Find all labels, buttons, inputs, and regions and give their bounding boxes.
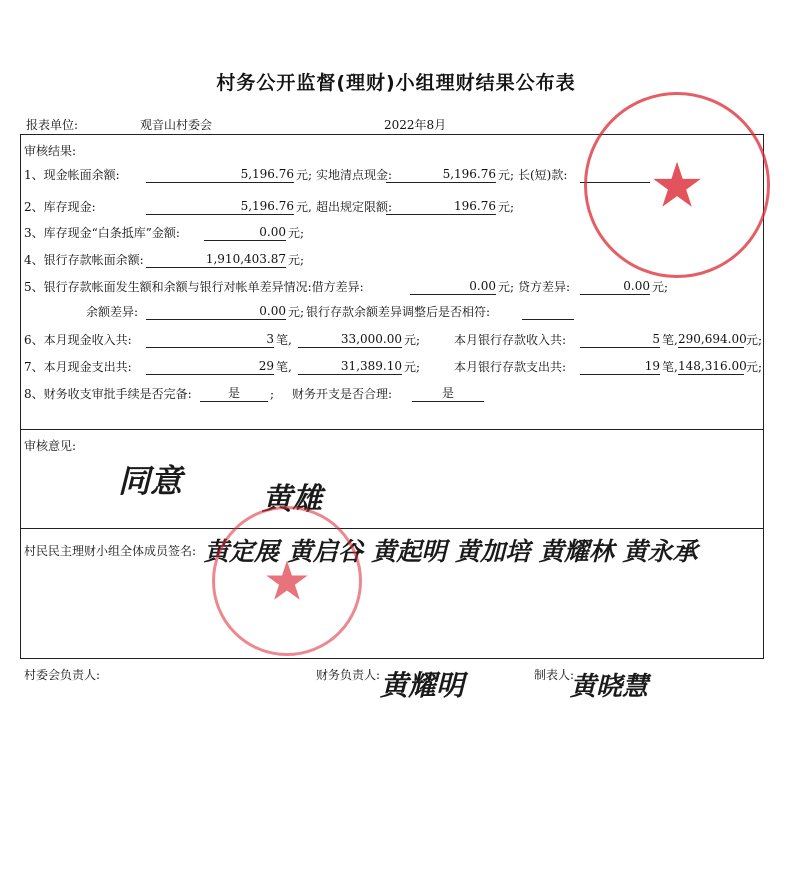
expense-reasonable: 是: [412, 386, 484, 402]
reconciled-answer: [522, 304, 574, 320]
official-seal-stamp-2: [212, 506, 362, 656]
over-limit-amount: 196.76: [386, 199, 496, 215]
opinion-signature: 同意: [118, 462, 183, 500]
debit-difference: 0.00: [410, 279, 496, 295]
village-head-label: 村委会负责人:: [24, 668, 101, 682]
audit-line-6: 6、本月现金收入共: 3 笔, 33,000.00 元; 本月银行存款收入共: 5 笔, 290,694.00 元;: [24, 332, 763, 347]
opinion-label: 审核意见:: [24, 439, 77, 453]
audit-line-2: 2、库存现金: 5,196.76 元, 超出规定限额: 196.76 元;: [24, 199, 515, 214]
unit-value: 观音山村委会: [140, 118, 213, 132]
cash-count: 5,196.76: [386, 167, 496, 183]
audit-line-4: 4、银行存款帐面余额: 1,910,403.87 元;: [24, 252, 305, 267]
auditor-signature: 黄雄: [262, 482, 322, 517]
cash-book-balance: 5,196.76: [146, 167, 294, 183]
audit-line-3: 3、库存现金“白条抵库”金额: 0.00 元;: [24, 225, 305, 240]
bank-expense-amount: 148,316.00: [678, 359, 747, 373]
bank-income-count: 5: [580, 332, 660, 348]
finance-head-signature: 黄耀明: [380, 669, 465, 702]
balance-difference: 0.00: [146, 304, 286, 320]
audit-line-1: 1、现金帐面余额: 5,196.76 元; 实地清点现金: 5,196.76 元; 长(短)款:: [24, 167, 764, 183]
bank-expense-count: 19: [580, 359, 660, 375]
page-title: 村务公开监督(理财)小组理财结果公布表: [216, 72, 576, 94]
audit-line-5b: 余额差异: 0.00 元; 银行存款余额差异调整后是否相符:: [24, 304, 764, 320]
iou-amount: 0.00: [204, 225, 286, 241]
star-icon-2: ★: [262, 549, 312, 613]
unit-label: 报表单位:: [26, 118, 79, 132]
star-icon: ★: [649, 148, 705, 222]
bank-income-amount: 290,694.00: [678, 332, 747, 346]
audit-line-7: 7、本月现金支出共: 29 笔, 31,389.10 元; 本月银行存款支出共: 19 笔, 148,316.00 元;: [24, 359, 763, 374]
credit-difference: 0.00: [580, 279, 650, 295]
audit-line-8: 8、财务收支审批手续是否完备: 是 ; 财务开支是否合理: 是: [24, 386, 764, 402]
audit-line-5: 5、银行存款帐面发生额和余额与银行对帐单差异情况:借方差异: 0.00 元; 贷方差异: 0.00 元;: [24, 279, 669, 294]
member-signatures: 黄定展 黄启谷 黄起明 黄加培 黄耀林 黄永承: [204, 537, 698, 566]
bank-book-balance: 1,910,403.87: [146, 252, 286, 268]
members-label: 村民民主理财小组全体成员签名:: [24, 544, 197, 558]
report-date: 2022年8月: [384, 118, 447, 132]
cash-expense-amount: 31,389.10: [298, 359, 402, 375]
cash-income-count: 3: [146, 332, 274, 348]
cash-on-hand: 5,196.76: [146, 199, 294, 215]
cash-expense-count: 29: [146, 359, 274, 375]
finance-head-label: 财务负责人:: [316, 668, 381, 682]
official-seal-stamp: [584, 92, 770, 278]
preparer-signature: 黄晓慧: [570, 672, 649, 702]
cash-income-amount: 33,000.00: [298, 332, 402, 348]
approval-complete: 是: [200, 386, 268, 402]
preparer-label: 制表人:: [534, 668, 575, 682]
